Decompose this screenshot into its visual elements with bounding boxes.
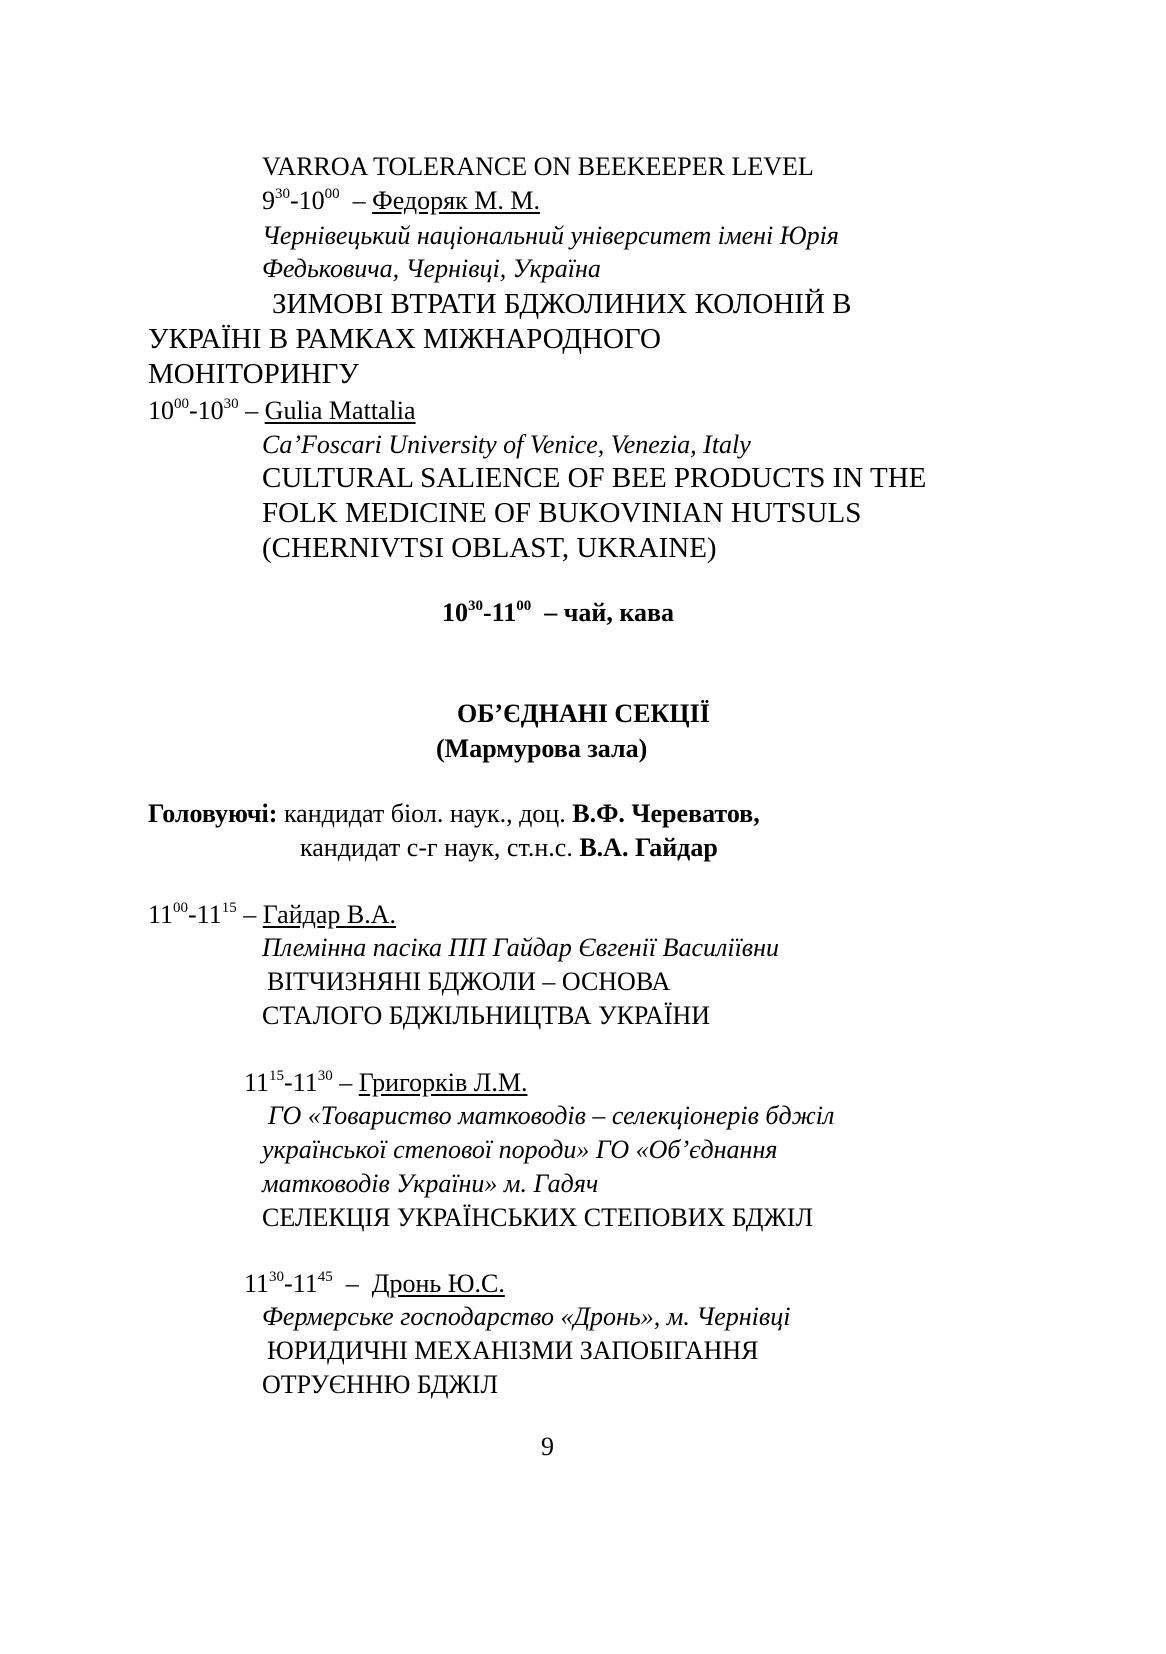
talk-time-speaker: $10^{00}-10^{30}$ – Gulia Mattalia xyxy=(148,396,416,425)
talk-time-speaker: $11^{15}-11^{30}$ – Григорків Л.М. xyxy=(244,1068,528,1097)
time-end: 11 xyxy=(292,1068,318,1097)
time-end: 10 xyxy=(197,396,224,425)
affiliation-line: матководів України» м. Гадяч xyxy=(262,1169,599,1198)
talk-title: (CHERNIVTSI OBLAST, UKRAINE) xyxy=(262,532,717,564)
talk-title: ОТРУЄННЮ БДЖІЛ xyxy=(262,1370,499,1399)
time-start: 9 xyxy=(262,186,275,215)
talk-title: ЗИМОВІ ВТРАТИ БДЖОЛИНИХ КОЛОНІЙ В xyxy=(272,288,852,320)
time-start-minutes: 30 xyxy=(269,1269,285,1285)
chair-name: В.Ф. Череватов, xyxy=(572,799,760,828)
time-start-minutes: 00 xyxy=(173,900,189,916)
affiliation-line: Племінна пасіка ПП Гайдар Євгенії Василіївни xyxy=(262,933,779,962)
break-line: $10^{30}-11^{00}$ – чай, кава xyxy=(441,598,675,627)
section-venue: (Мармурова зала) xyxy=(436,734,648,763)
speaker-name: Дронь Ю.С. xyxy=(371,1269,505,1298)
time-end-minutes: 00 xyxy=(516,598,532,614)
time-start: 11 xyxy=(244,1269,270,1298)
talk-time-speaker: $11^{00}-11^{15}$ – Гайдар В.А. xyxy=(148,900,396,929)
chair-name: В.А. Гайдар xyxy=(579,833,718,862)
affiliation-line: Чернівецький національний університет імені Юрія xyxy=(262,221,839,250)
talk-title: МОНІТОРИНГУ xyxy=(148,358,359,390)
section-chairs xyxy=(300,831,718,865)
time-end: 10 xyxy=(298,186,325,215)
time-end: 11 xyxy=(292,1269,318,1298)
section-chairs xyxy=(148,797,760,831)
time-end-minutes: 45 xyxy=(317,1269,333,1285)
time-start: 11 xyxy=(244,1068,270,1097)
time-start: 10 xyxy=(441,598,468,627)
time-start-minutes: 30 xyxy=(275,186,290,202)
chair-degree: кандидат біол. наук., доц. xyxy=(283,799,566,828)
affiliation-line: Фермерське господарство «Дронь», м. Чернівці xyxy=(262,1302,791,1331)
speaker-name: Федоряк М. М. xyxy=(372,186,540,215)
chairs-label: Головуючі: xyxy=(148,799,278,828)
time-end-minutes: 15 xyxy=(221,900,237,916)
talk-title: VARROA TOLERANCE ON BEEKEEPER LEVEL xyxy=(262,152,814,181)
time-start-minutes: 30 xyxy=(467,598,483,614)
speaker-name: Гайдар В.А. xyxy=(262,900,396,929)
section-title: ОБ’ЄДНАНІ СЕКЦІЇ xyxy=(457,699,710,728)
break-label: чай, кава xyxy=(563,598,675,627)
time-start: 11 xyxy=(148,900,174,929)
talk-title: ЮРИДИЧНІ МЕХАНІЗМИ ЗАПОБІГАННЯ xyxy=(267,1336,759,1365)
time-end-minutes: 30 xyxy=(317,1068,333,1084)
time-start-minutes: 15 xyxy=(269,1068,285,1084)
speaker-name: Григорків Л.М. xyxy=(358,1068,528,1097)
affiliation-line: Федьковича, Чернівці, Україна xyxy=(262,254,601,283)
time-end: 11 xyxy=(491,598,517,627)
speaker-name: Gulia Mattalia xyxy=(264,396,416,425)
talk-time-speaker: $11^{30}-11^{45}$ – Дронь Ю.С. xyxy=(244,1269,505,1298)
time-end: 11 xyxy=(196,900,222,929)
page-number: 9 xyxy=(541,1432,554,1461)
chair-degree: кандидат с-г наук, ст.н.с. xyxy=(300,833,573,862)
time-start-minutes: 00 xyxy=(174,396,189,412)
talk-title: СТАЛОГО БДЖІЛЬНИЦТВА УКРАЇНИ xyxy=(262,1001,711,1030)
talk-title: CULTURAL SALIENCE OF BEE PRODUCTS IN THE xyxy=(262,462,927,494)
time-end-minutes: 30 xyxy=(223,396,239,412)
affiliation-line: Ca’Foscari University of Venice, Venezia, Italy xyxy=(262,430,751,459)
talk-title: СЕЛЕКЦІЯ УКРАЇНСЬКИХ СТЕПОВИХ БДЖІЛ xyxy=(262,1203,814,1232)
talk-title: ВІТЧИЗНЯНІ БДЖОЛИ – ОСНОВА xyxy=(267,967,671,996)
affiliation-line: української степової породи» ГО «Об’єднання xyxy=(262,1135,778,1164)
talk-title: FOLK MEDICINE OF BUKOVINIAN HUTSULS xyxy=(262,497,862,529)
affiliation-line: ГО «Товариство матководів – селекціонерів бджіл xyxy=(268,1101,835,1130)
time-start: 10 xyxy=(148,396,174,425)
time-end-minutes: 00 xyxy=(324,186,340,202)
talk-time-speaker: $9^{30}-10^{00}$ – Федоряк М. М. xyxy=(262,186,540,215)
talk-title: УКРАЇНІ В РАМКАХ МІЖНАРОДНОГО xyxy=(148,323,661,355)
